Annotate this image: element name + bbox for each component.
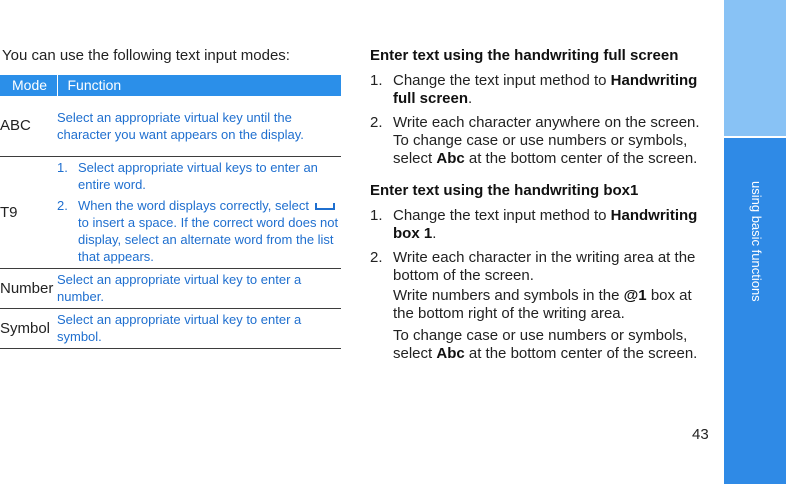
table-row-t9: [0, 156, 341, 268]
table-row-number: [0, 268, 341, 308]
mode-cell: Symbol: [0, 308, 57, 348]
ui-term: Abc: [436, 345, 465, 362]
note-text: Write numbers and symbols in the: [393, 287, 620, 304]
step-number: 1.: [370, 72, 383, 89]
step-number: 2.: [370, 249, 383, 266]
step-text: Change the text input method to: [393, 72, 607, 89]
note-text: at the bottom center of the screen.: [468, 150, 698, 167]
table-row-abc: [0, 96, 341, 156]
header-function: Function: [57, 75, 341, 96]
sidebar-tab-top: [724, 0, 786, 138]
item-number: 1.: [57, 160, 68, 175]
list-item: [370, 207, 710, 243]
list-item: [57, 159, 341, 193]
ui-term: Handwriting box 1: [393, 207, 698, 242]
header-mode: Mode: [0, 75, 57, 96]
step-note: [393, 132, 710, 168]
item-text: When the word displays correctly, select: [78, 198, 309, 213]
function-cell: Select an appropriate virtual key until the character you want appears on the display.: [57, 96, 341, 156]
input-modes-table: [0, 75, 341, 349]
mode-cell: T9: [0, 156, 57, 268]
note-text: at the bottom center of the screen.: [468, 345, 698, 362]
t9-steps: [57, 159, 341, 265]
step-text: .: [468, 90, 473, 107]
instructions-column: [370, 47, 710, 363]
ui-term: @1: [623, 287, 647, 304]
note-text: To change case or use numbers or symbols, select: [393, 132, 688, 167]
list-item: [57, 197, 341, 265]
chapter-label: using basic functions: [749, 181, 764, 302]
intro-text: You can use the following text input modes:: [2, 47, 290, 64]
ui-term: Abc: [436, 150, 465, 167]
chapter-sidebar: [724, 0, 786, 484]
list-item: [370, 249, 710, 363]
function-cell: Select an appropriate virtual key to enter a number.: [57, 268, 341, 308]
step-text: Change the text input method to: [393, 207, 607, 224]
table-row-symbol: [0, 308, 341, 348]
table-header: [0, 75, 341, 96]
space-key-icon: [315, 203, 335, 210]
mode-cell: Number: [0, 268, 57, 308]
mode-cell: ABC: [0, 96, 57, 156]
list-item: [370, 114, 710, 168]
section1-steps: [370, 72, 710, 168]
item-text: to insert a space. If the correct word does not display, select an alternate word from the list that appears.: [78, 215, 339, 264]
note-text: box at the bottom right of the writing area.: [393, 287, 692, 322]
step-number: 1.: [370, 207, 383, 224]
step-text: Write each character anywhere on the screen.: [393, 114, 700, 131]
list-item: [370, 72, 710, 108]
section-title: Enter text using the handwriting full screen: [370, 47, 679, 64]
section2-steps: [370, 207, 710, 363]
step-note: [393, 327, 710, 363]
step-number: 2.: [370, 114, 383, 131]
function-cell: Select an appropriate virtual key to enter a symbol.: [57, 308, 341, 348]
step-note: [393, 287, 710, 323]
page-number: 43: [692, 426, 709, 443]
function-cell: [57, 156, 341, 268]
item-text: Select appropriate virtual keys to enter an entire word.: [78, 160, 318, 192]
item-number: 2.: [57, 198, 68, 213]
note-text: To change case or use numbers or symbols, select: [393, 327, 688, 362]
ui-term: Handwriting full screen: [393, 72, 698, 107]
step-text: Write each character in the writing area at the bottom of the screen.: [393, 249, 696, 284]
step-text: .: [432, 225, 437, 242]
section-title: Enter text using the handwriting box1: [370, 182, 639, 199]
